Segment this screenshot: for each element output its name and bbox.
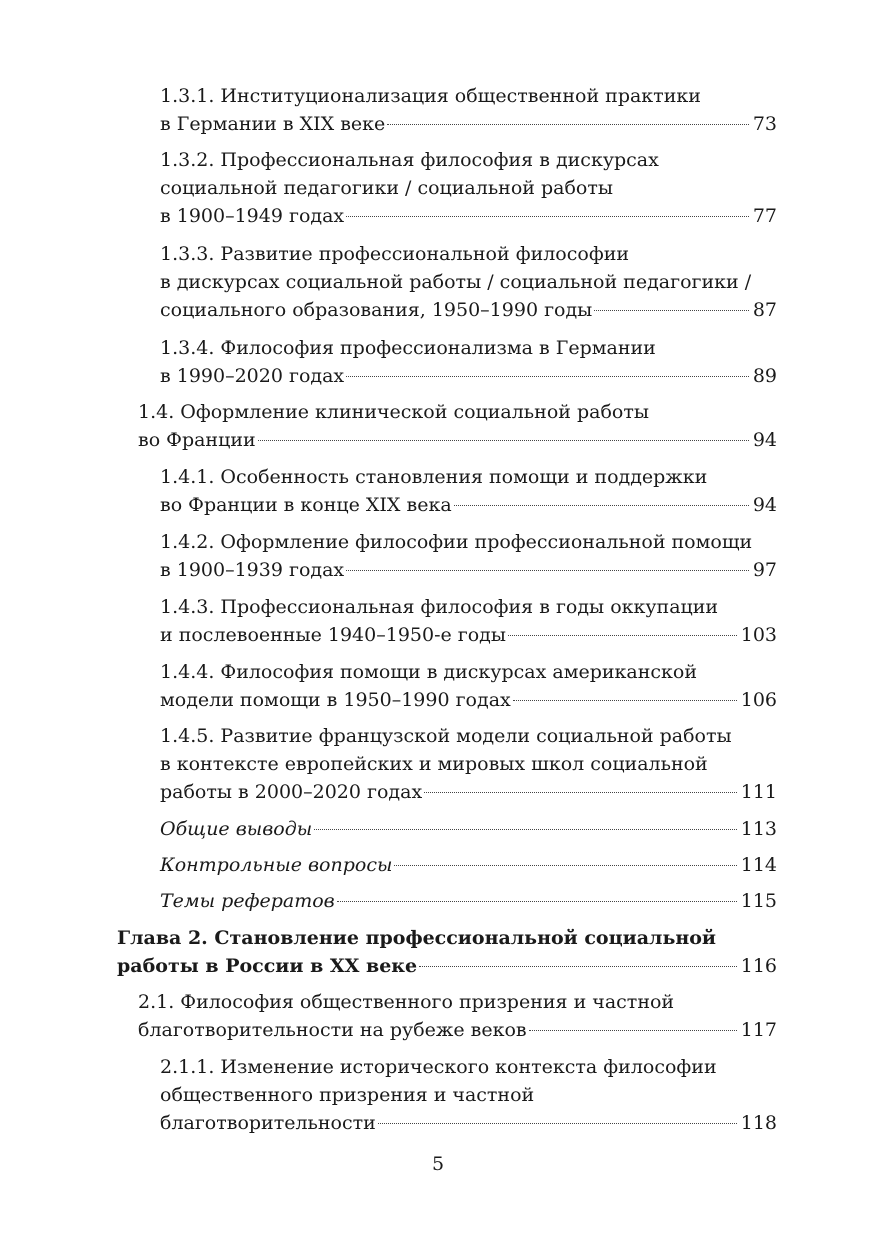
toc-entry[interactable] [160,851,777,879]
toc-page-number: 115 [740,890,777,912]
toc-entry-text: во Франции [138,429,256,451]
toc-entry-text: в дискурсах социальной работы / социальной педагогики / [160,271,752,293]
toc-entry-text: 1.4.2. Оформление философии профессиональной помощи [160,531,753,553]
leader-dots [346,216,749,217]
toc-entry-text: 1.4.4. Философия помощи в дискурсах американской [160,661,698,683]
toc-page-number: 118 [740,1112,777,1134]
toc-entry-text: 1.4. Оформление клинической социальной работы [138,401,649,423]
leader-dots [454,505,749,506]
toc-entry-text: 1.3.4. Философия профессионализма в Германии [160,337,656,359]
toc-entry-text: работы в России в XX веке [117,955,418,977]
toc-entry[interactable] [160,528,777,584]
toc-page-number: 94 [752,429,777,451]
toc-entry-text: Контрольные вопросы [160,854,393,876]
toc-page-number: 113 [740,818,777,840]
toc-entry-chapter[interactable] [117,924,777,980]
toc-page-number: 106 [740,689,777,711]
toc-entry[interactable] [160,240,777,324]
toc-page-number: 111 [740,781,777,803]
toc-entry-text: 1.3.3. Развитие профессиональной философии [160,243,630,265]
toc-entry[interactable] [160,1053,777,1137]
leader-dots [529,1030,737,1031]
toc-entry-text: во Франции в конце XIX века [160,494,452,516]
toc-page-number: 87 [752,299,777,321]
toc-page-number: 103 [740,624,777,646]
toc-entry-text: социальной педагогики / социальной работы [160,177,613,199]
toc-entry[interactable] [160,658,777,714]
toc-entry-text: благотворительности на рубеже веков [138,1019,527,1041]
toc-entry-text: Общие выводы [160,818,313,840]
toc-entry-text: модели помощи в 1950–1990 годах [160,689,511,711]
toc-entry-text: в 1990–2020 годах [160,365,345,387]
toc-page-number: 114 [740,854,777,876]
leader-dots [508,635,737,636]
toc-page-number: 94 [752,494,777,516]
toc-entry-text: в Германии в XIX веке [160,113,386,135]
toc-page-number: 73 [752,113,777,135]
toc-entry-text: 2.1.1. Изменение исторического контекста философии [160,1056,717,1078]
toc-entry-text: общественного призрения и частной [160,1084,535,1106]
toc-entry[interactable] [160,82,777,138]
toc-entry[interactable] [160,722,777,806]
leader-dots [424,792,737,793]
toc-entry-text: в контексте европейских и мировых школ социальной [160,753,708,775]
leader-dots [394,865,736,866]
toc-entry-text: Темы рефератов [160,890,335,912]
leader-dots [258,440,749,441]
toc-entry-text: работы в 2000–2020 годах [160,781,423,803]
toc-entry-text: 1.4.5. Развитие французской модели социальной работы [160,725,732,747]
toc-page-number: 77 [752,205,777,227]
toc-entry[interactable] [160,146,777,230]
leader-dots [337,901,737,902]
leader-dots [419,966,737,967]
toc-page-number: 89 [752,365,777,387]
leader-dots [387,124,749,125]
toc-entry[interactable] [160,887,777,915]
toc-entry-text: Глава 2. Становление профессиональной социальной [117,927,717,949]
page-number: 5 [431,1153,445,1175]
leader-dots [513,700,737,701]
toc-entry[interactable] [160,334,777,390]
leader-dots [378,1123,737,1124]
toc-entry[interactable] [138,398,777,454]
leader-dots [346,570,749,571]
toc-page-number: 97 [752,559,777,581]
toc-entry[interactable] [160,593,777,649]
leader-dots [594,310,749,311]
toc-entry-text: благотворительности [160,1112,376,1134]
toc-entry-text: 1.3.1. Институционализация общественной практики [160,85,701,107]
toc-entry-text: 1.4.1. Особенность становления помощи и поддержки [160,466,708,488]
toc-entry[interactable] [160,815,777,843]
toc-page-number: 116 [740,955,777,977]
toc-entry-text: 2.1. Философия общественного призрения и частной [138,991,675,1013]
toc-entry-text: 1.3.2. Профессиональная философия в дискурсах [160,149,659,171]
leader-dots [314,829,736,830]
toc-page-number: 117 [740,1019,777,1041]
toc-entry-text: и послевоенные 1940–1950-е годы [160,624,506,646]
leader-dots [346,376,749,377]
toc-entry-text: в 1900–1939 годах [160,559,345,581]
toc-entry[interactable] [138,988,777,1044]
toc-entry[interactable] [160,463,777,519]
toc-entry-text: социального образования, 1950–1990 годы [160,299,593,321]
toc-entry-text: в 1900–1949 годах [160,205,345,227]
toc-entry-text: 1.4.3. Профессиональная философия в годы оккупации [160,596,719,618]
